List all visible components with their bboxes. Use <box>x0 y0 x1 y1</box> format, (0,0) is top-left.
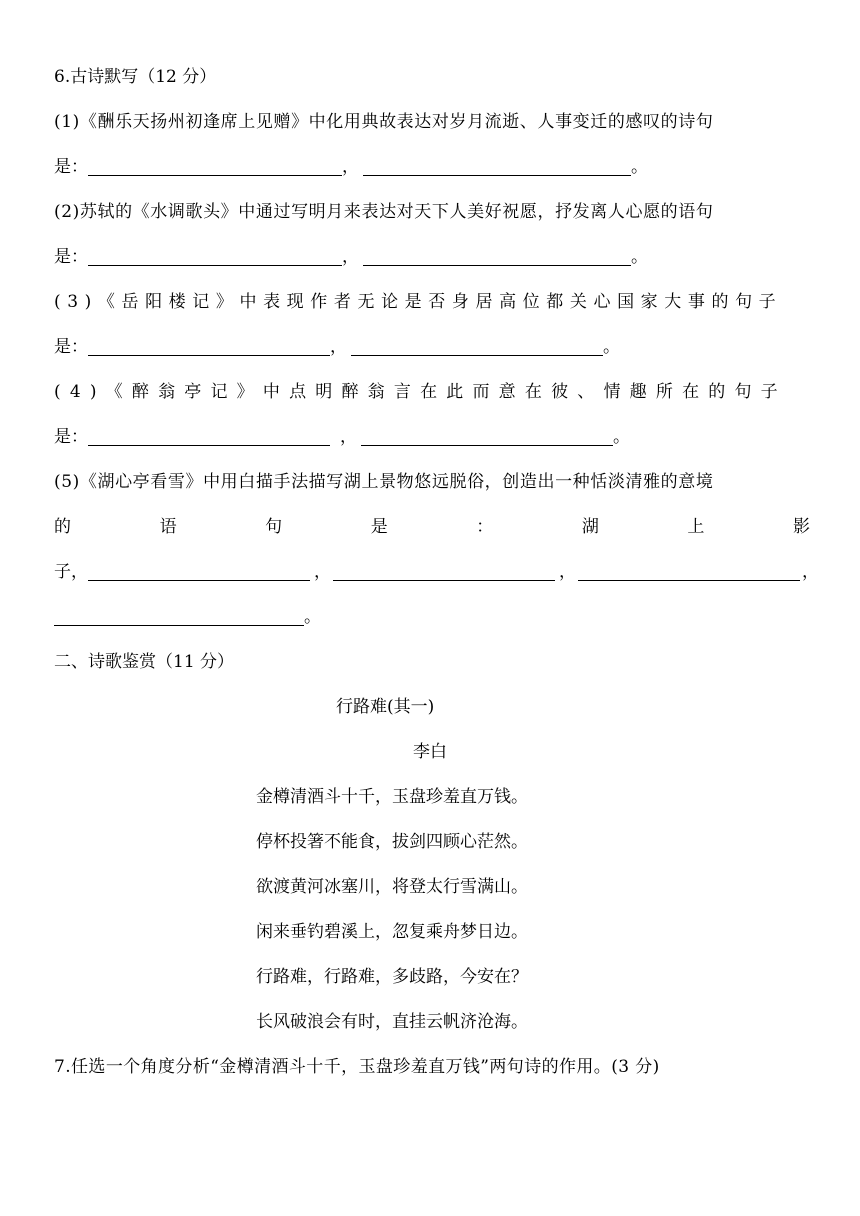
answer-separator: ， <box>342 157 359 177</box>
answer-blank[interactable] <box>88 339 330 356</box>
answer-blank[interactable] <box>363 159 631 176</box>
answer-end: 。 <box>304 607 321 627</box>
answer-lead: 是： <box>54 157 88 177</box>
question-6-5-prompt: (5)《湖心亭看雪》中用白描手法描写湖上景物悠远脱俗，创造出一种恬淡清雅的意境 <box>54 472 714 492</box>
poem-line: 停杯投箸不能食，拔剑四顾心茫然。 <box>256 832 528 852</box>
prompt-word: 是 <box>370 517 388 537</box>
answer-end: 。 <box>631 247 648 267</box>
prompt-word: 影 <box>792 517 810 537</box>
prompt-word: 的 <box>54 517 71 537</box>
prompt-word: 湖 <box>581 517 599 537</box>
prompt-word: 句 <box>265 517 283 537</box>
answer-blank[interactable] <box>361 429 613 446</box>
answer-blank[interactable] <box>88 159 342 176</box>
answer-blank[interactable] <box>351 339 603 356</box>
question-6-1-answer-line <box>54 156 648 178</box>
answer-end: 。 <box>603 337 620 357</box>
prompt-word: 上 <box>687 517 705 537</box>
answer-lead: 是： <box>54 337 88 357</box>
question-6-2-prompt: (2)苏轼的《水调歌头》中通过写明月来表达对天下人美好祝愿，抒发离人心愿的语句 <box>54 202 714 222</box>
answer-separator: ， <box>342 247 359 267</box>
answer-separator: ， <box>802 562 819 582</box>
answer-separator: ， <box>330 337 347 357</box>
answer-blank[interactable] <box>578 564 800 581</box>
question-6-3-answer-line <box>54 336 620 358</box>
poem-title: 行路难(其一) <box>336 697 435 717</box>
question-6-4-answer-line <box>54 426 630 448</box>
answer-blank[interactable] <box>88 249 342 266</box>
question-6-5-answer-line-2 <box>54 606 321 628</box>
answer-separator: ， <box>340 427 357 447</box>
question-6-5-answer-line <box>54 561 819 583</box>
answer-end: 。 <box>631 157 648 177</box>
answer-separator: ， <box>559 562 576 582</box>
poem-line: 长风破浪会有时，直挂云帆济沧海。 <box>256 1012 528 1032</box>
answer-lead: 是： <box>54 427 88 447</box>
answer-blank[interactable] <box>363 249 631 266</box>
answer-blank[interactable] <box>88 564 310 581</box>
answer-blank[interactable] <box>54 609 304 626</box>
poem-line: 行路难，行路难，多歧路，今安在？ <box>256 967 528 987</box>
prompt-word: 语 <box>159 517 177 537</box>
question-6-title: 6.古诗默写（12 分） <box>54 67 217 87</box>
section-2-title: 二、诗歌鉴赏（11 分） <box>54 652 235 672</box>
answer-lead: 是： <box>54 247 88 267</box>
poem-author: 李白 <box>413 742 447 762</box>
poem-line: 金樽清酒斗十千，玉盘珍羞直万钱。 <box>256 787 528 807</box>
question-6-3-prompt: (3)《岳阳楼记》中表现作者无论是否身居高位都关心国家大事的句子 <box>54 292 783 312</box>
question-7: 7.任选一个角度分析“金樽清酒斗十千，玉盘珍羞直万钱”两句诗的作用。(3 分) <box>54 1057 660 1077</box>
question-6-2-answer-line <box>54 246 648 268</box>
answer-blank[interactable] <box>88 429 330 446</box>
question-6-4-prompt: (4)《醉翁亭记》中点明醉翁言在此而意在彼、情趣所在的句子 <box>54 382 787 402</box>
poem-line: 欲渡黄河冰塞川，将登太行雪满山。 <box>256 877 528 897</box>
answer-blank[interactable] <box>333 564 555 581</box>
answer-lead: 子， <box>54 562 88 582</box>
question-6-1-prompt: (1)《酬乐天扬州初逢席上见赠》中化用典故表达对岁月流逝、人事变迁的感叹的诗句 <box>54 112 714 132</box>
question-6-5-prompt-continued <box>54 516 810 538</box>
answer-end: 。 <box>613 427 630 447</box>
answer-separator: ， <box>314 562 331 582</box>
prompt-word: ： <box>476 517 494 537</box>
poem-line: 闲来垂钓碧溪上，忽复乘舟梦日边。 <box>256 922 528 942</box>
